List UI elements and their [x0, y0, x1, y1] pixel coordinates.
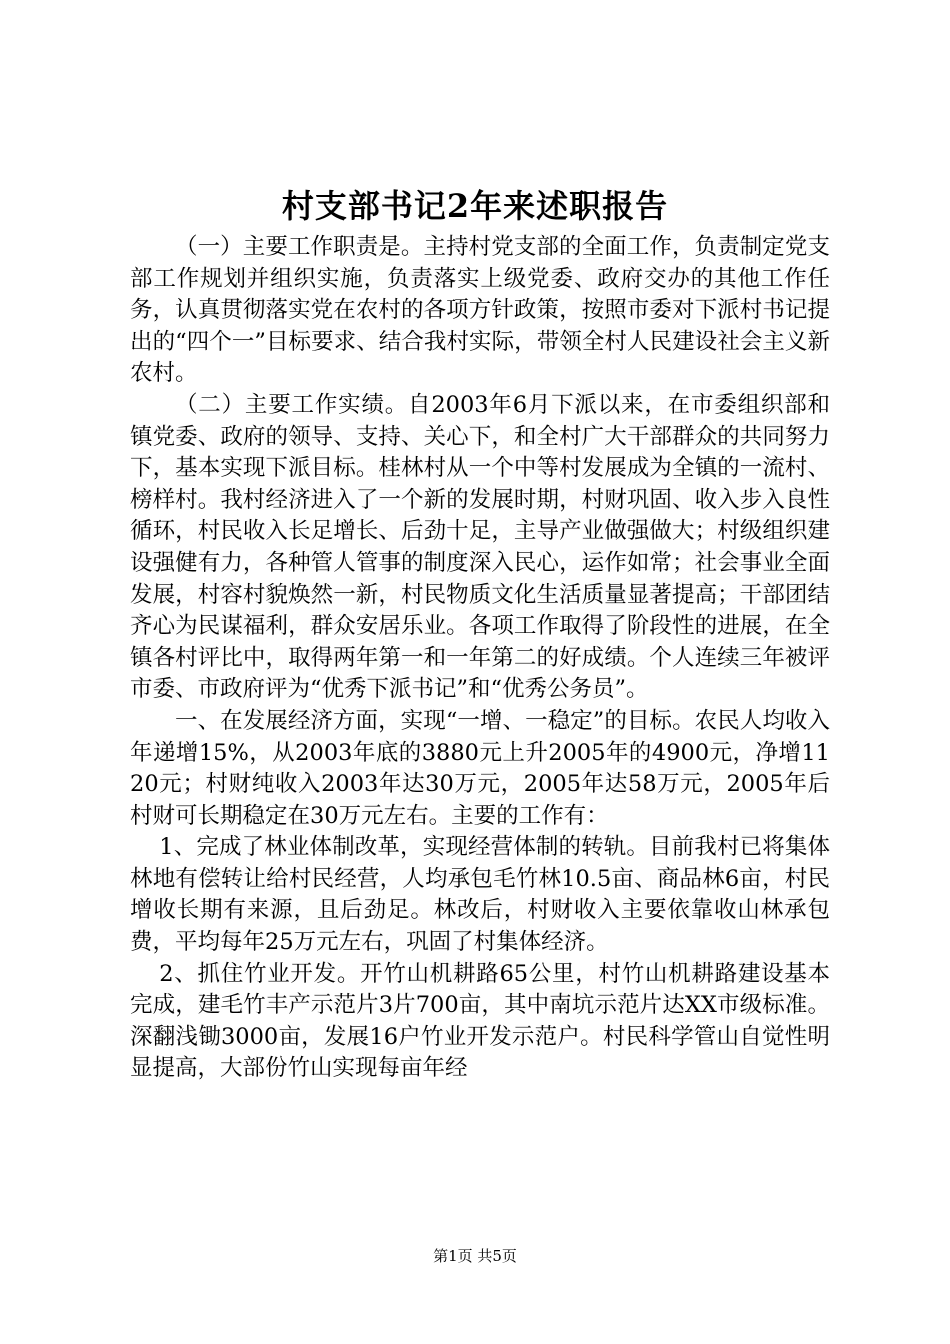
paragraph-forestry-reform: 1、完成了林业体制改革，实现经营体制的转轨。目前我村已将集体林地有偿转让给村民经营，人均承包毛竹林10.5亩、商品林6亩，村民增收长期有来源，且后劲足。林改后，村财收入主要依靠收山林承包费，平均每年25万元左右，巩固了村集体经济。	[130, 834, 830, 956]
page-number-footer: 第1页 共5页	[433, 1247, 517, 1265]
paragraph-economy: 一、在发展经济方面，实现“一增、一稳定”的目标。农民人均收入年递增15%，从2003年底的3880元上升2005年的4900元，净增1120元；村财纯收入2003年达30万元，2005年达58万元，2005年后村财可长期稳定在30万元左右。主要的工作有：	[130, 707, 830, 829]
paragraph-duties: （一）主要工作职责是。主持村党支部的全面工作，负责制定党支部工作规划并组织实施，负责落实上级党委、政府交办的其他工作任务，认真贯彻落实党在农村的各项方针政策，按照市委对下派村书记提出的“四个一”目标要求、结合我村实际，带领全村人民建设社会主义新农村。	[130, 234, 830, 387]
paragraph-bamboo-development: 2、抓住竹业开发。开竹山机耕路65公里，村竹山机耕路建设基本完成，建毛竹丰产示范片3片700亩，其中南坑示范片达XX市级标准。深翻浅锄3000亩，发展16户竹业开发示范户。村民科学管山自觉性明显提高，大部份竹山实现每亩年经	[130, 960, 830, 1082]
paragraph-achievements: （二）主要工作实绩。自2003年6月下派以来，在市委组织部和镇党委、政府的领导、支持、关心下，和全村广大干部群众的共同努力下，基本实现下派目标。桂林村从一个中等村发展成为全镇的一流村、榜样村。我村经济进入了一个新的发展时期，村财巩固、收入步入良性循环，村民收入长足增长、后劲十足，主导产业做强做大；村级组织建设强健有力，各种管人管事的制度深入民心，运作如常；社会事业全面发展，村容村貌焕然一新，村民物质文化生活质量显著提高；干部团结齐心为民谋福利，群众安居乐业。各项工作取得了阶段性的进展，在全镇各村评比中，取得两年第一和一年第二的好成绩。个人连续三年被评市委、市政府评为“优秀下派书记”和“优秀公务员”。	[130, 391, 830, 703]
document-title: 村支部书记2年来述职报告	[281, 187, 669, 225]
document-body	[130, 232, 830, 1085]
